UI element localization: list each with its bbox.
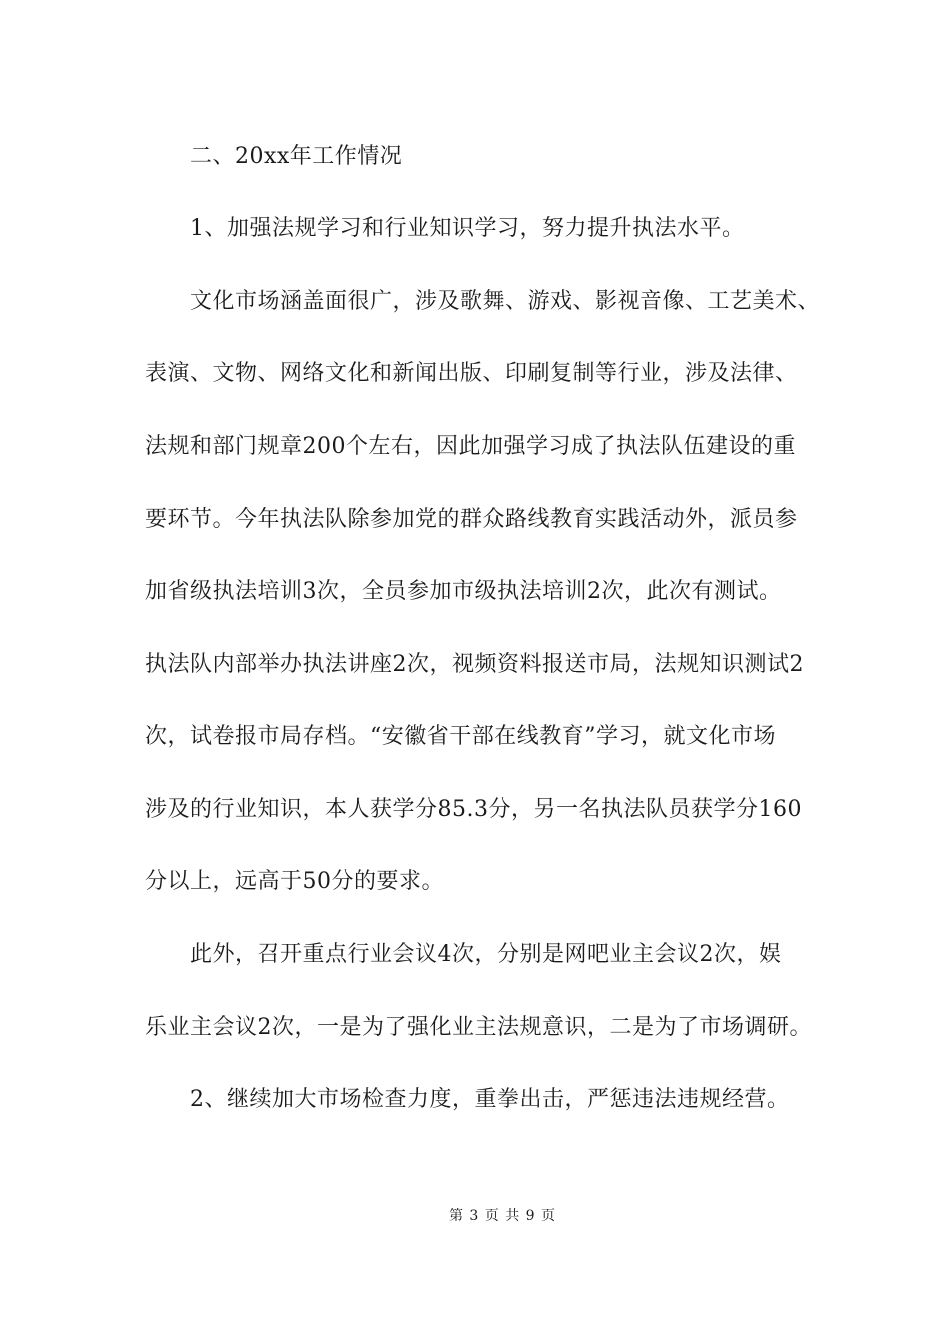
paragraph-line: 乐业主会议2次，一是为了强化业主法规意识，二是为了市场调研。 [145,1015,812,1040]
paragraph-line: 表演、文物、网络文化和新闻出版、印刷复制等行业，涉及法律、 [145,361,798,386]
paragraph-line: 涉及的行业知识，本人获学分85.3分，另一名执法队员获学分160 [145,797,802,822]
paragraph-line: 此外，召开重点行业会议4次，分别是网吧业主会议2次，娱 [190,942,782,967]
paragraph-line: 文化市场涵盖面很广，涉及歌舞、游戏、影视音像、工艺美术、 [190,289,821,314]
paragraph-line: 分以上，远高于50分的要求。 [145,869,444,894]
paragraph-line: 要环节。今年执法队除参加党的群众路线教育实践活动外，派员参 [145,507,798,532]
paragraph-line: 法规和部门规章200个左右，因此加强学习成了执法队伍建设的重 [145,434,796,459]
paragraph-line: 执法队内部举办执法讲座2次，视频资料报送市局，法规知识测试2 [145,652,804,677]
paragraph-line: 加省级执法培训3次，全员参加市级执法培训2次，此次有测试。 [145,579,782,604]
section-heading: 二、20xx年工作情况 [190,144,403,169]
subsection-heading-2: 2、继续加大市场检查力度，重拳出击，严惩违法违规经营。 [190,1087,790,1112]
subsection-heading-1: 1、加强法规学习和行业知识学习，努力提升执法水平。 [190,216,745,241]
page-footer: 第 3 页 共 9 页 [448,1208,557,1224]
paragraph-line: 次，试卷报市局存档。“安徽省干部在线教育”学习，就文化市场 [145,724,776,749]
